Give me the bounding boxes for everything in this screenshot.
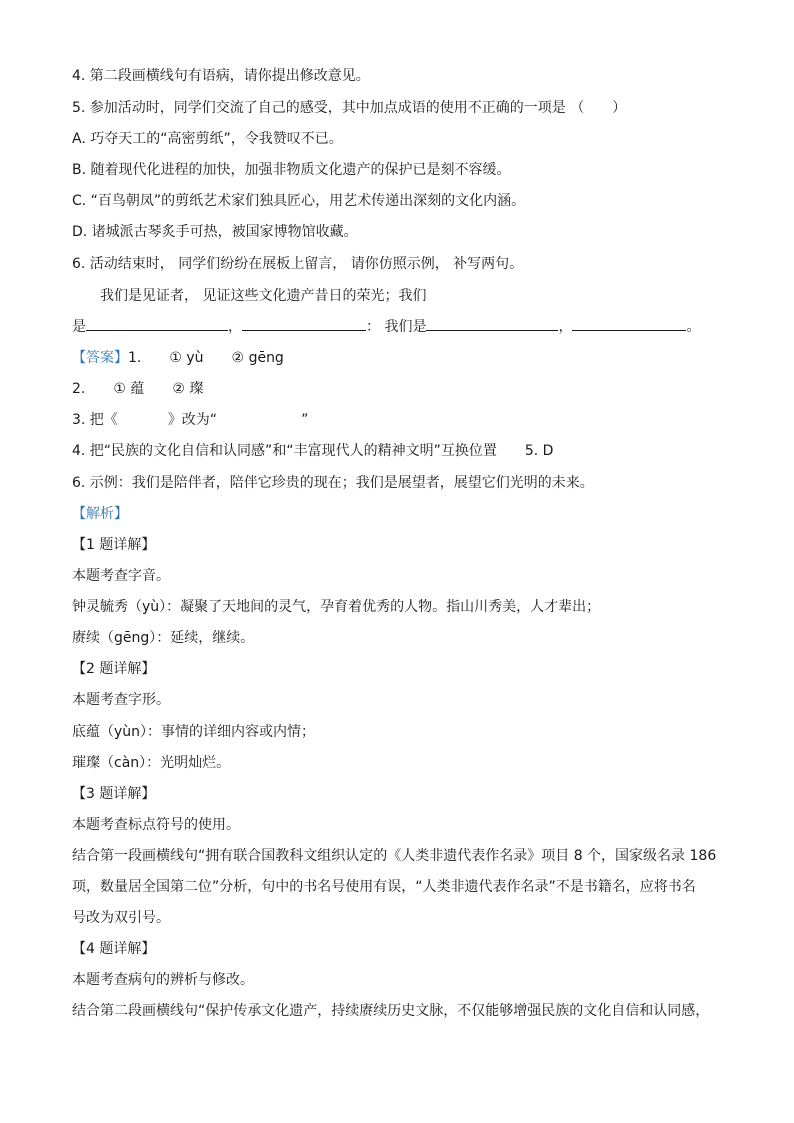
fill-start-text: 是 [72,319,86,335]
question-5: 5. 参加活动时，同学们交流了自己的感受，其中加点成语的使用不正确的一项是 （ ） [72,100,627,116]
analysis-heading-3: 【3 题详解】 [72,786,156,802]
fill-colon-text: ： 我们是 [366,319,427,335]
analysis-3-text-a: 结合第一段画横线句“拥有联合国教科文组织认定的《人类非遗代表作名录》项目 8 个，国家级名录 186 [72,848,717,864]
option-c: C. “百鸟朝凤”的剪纸艺术家们独具匠心，用艺术传递出深刻的文化内涵。 [72,193,526,209]
answer-2-marker-2: ② [172,381,185,397]
fill-comma-1: ， [228,319,242,335]
answer-1-number: 1. [128,350,142,366]
analysis-1-item-a: 钟灵毓秀（yù）：凝聚了天地间的灵气，孕育着优秀的人物。指山川秀美，人才辈出； [72,599,601,615]
option-a: A. 巧夺天工的“高密剪纸”，令我赞叹不已。 [72,131,343,147]
option-d: D. 诸城派古琴炙手可热，被国家博物馆收藏。 [72,224,358,240]
analysis-2-item-a: 底蕴（yùn）：事情的详细内容或内情； [72,724,316,740]
answer-3-middle: 》改为“ [167,412,218,428]
answer-2-value-2: 璨 [189,381,204,397]
fill-blank-2[interactable] [242,316,366,331]
analysis-4-text-a: 结合第二段画横线句“保护传承文化遗产，持续赓续历史文脉，不仅能够增强民族的文化自信和认同感， [72,1003,710,1019]
answer-3-end: ” [301,412,309,428]
answer-5: 5. D [524,443,554,459]
answer-tag: 【答案】 [72,350,128,366]
answer-1-line [72,348,724,368]
analysis-heading-2: 【2 题详解】 [72,661,156,677]
fill-blank-1[interactable] [86,316,228,331]
answer-2-marker-1: ① [113,381,126,397]
fill-blank-4[interactable] [572,316,686,331]
fill-blank-3[interactable] [426,316,558,331]
answer-4-5-line [72,441,724,461]
analysis-1-intro: 本题考查字音。 [72,568,170,584]
analysis-heading-4: 【4 题详解】 [72,941,156,957]
answer-1-value-1: yù [186,350,204,366]
answer-3-prefix: 3. 把《 [72,412,118,428]
answer-4: 4. 把“民族的文化自信和认同感”和“丰富现代人的精神文明”互换位置 [72,443,497,459]
analysis-2-item-b: 璀璨（càn）：光明灿烂。 [72,755,231,771]
question-6-example: 我们是见证者， 见证这些文化遗产昔日的荣光；我们 [100,288,427,304]
analysis-3-text-c: 号改为双引号。 [72,910,170,926]
analysis-tag: 【解析】 [72,506,128,522]
option-b: B. 随着现代化进程的加快，加强非物质文化遗产的保护已是刻不容缓。 [72,162,511,178]
analysis-3-intro: 本题考查标点符号的使用。 [72,817,240,833]
fill-comma-2: ， [558,319,573,335]
answer-2-value-1: 蕴 [130,381,145,397]
question-6: 6. 活动结束时， 同学们纷纷在展板上留言， 请你仿照示例， 补写两句。 [72,256,524,272]
answer-2-line [72,379,724,399]
analysis-heading-1: 【1 题详解】 [72,537,156,553]
answer-2-number: 2. [72,381,86,397]
analysis-3-text-b: 项，数量居全国第二位”分析，句中的书名号使用有误，“人类非遗代表作名录”不是书籍名，应将书名 [72,879,696,895]
analysis-1-item-b: 赓续（gēng）：延续，继续。 [72,630,255,646]
answer-1-marker-2: ② [231,350,245,366]
answer-1-value-2: gēng [248,350,284,366]
fill-end-text: 。 [686,319,701,335]
answer-1-marker-1: ① [169,350,182,366]
answer-6: 6. 示例：我们是陪伴者，陪伴它珍贵的现在；我们是展望者，展望它们光明的未来。 [72,475,594,491]
analysis-2-intro: 本题考查字形。 [72,692,170,708]
answer-3-line [72,410,724,430]
question-4: 4. 第二段画横线句有语病，请你提出修改意见。 [72,68,370,84]
analysis-4-intro: 本题考查病句的辨析与修改。 [72,972,254,988]
question-6-fill-line [72,316,724,337]
